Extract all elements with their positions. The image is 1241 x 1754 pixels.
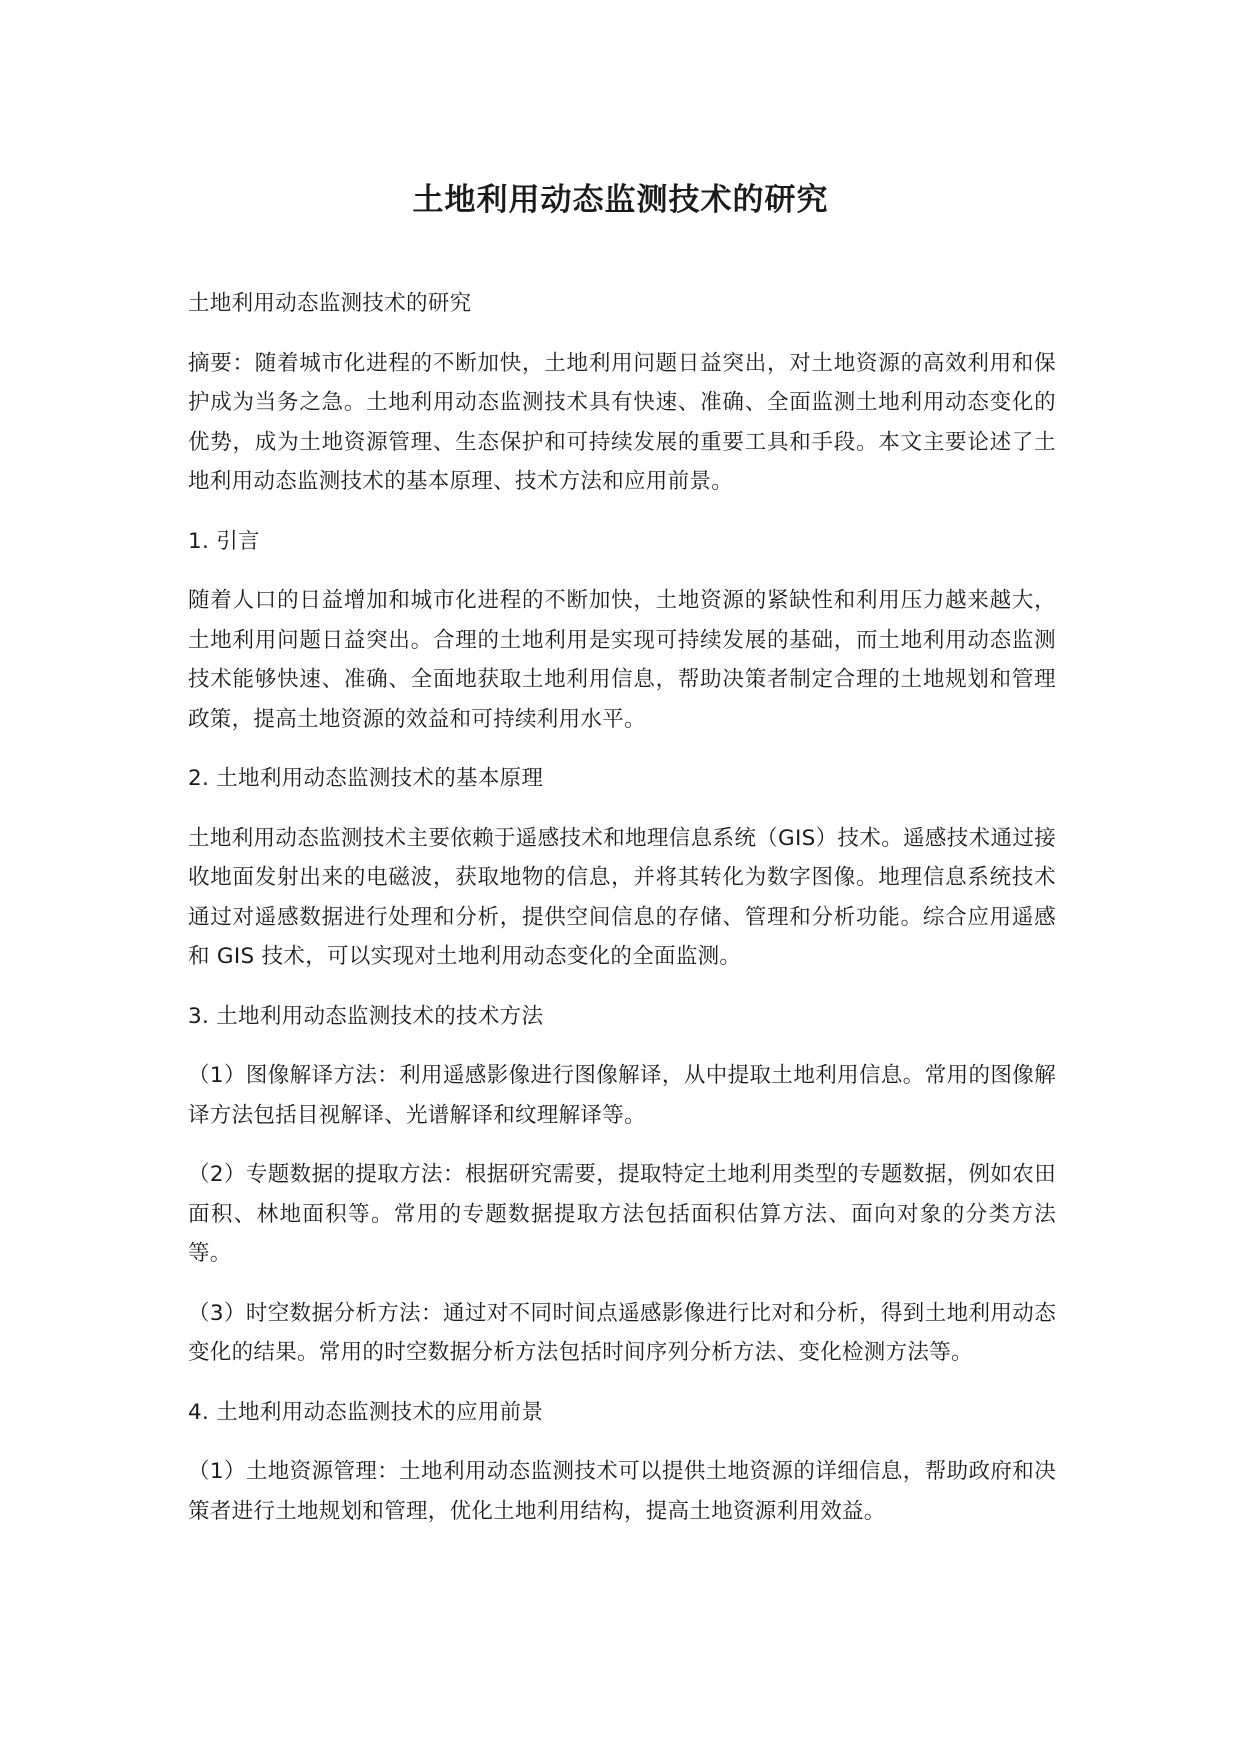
method-item-1: （1）图像解译方法：利用遥感影像进行图像解译，从中提取土地利用信息。常用的图像解译方法包括目视解译、光谱解译和纹理解译等。: [188, 1063, 1056, 1128]
method-item-2: （2）专题数据的提取方法：根据研究需要，提取特定土地利用类型的专题数据，例如农田面积、林地面积等。常用的专题数据提取方法包括面积估算方法、面向对象的分类方法等。: [188, 1162, 1056, 1266]
section-heading-methods: 3. 土地利用动态监测技术的技术方法: [188, 1003, 544, 1029]
document-title: 土地利用动态监测技术的研究: [412, 182, 829, 218]
method-item-3: （3）时空数据分析方法：通过对不同时间点遥感影像进行比对和分析，得到土地利用动态变化的结果。常用的时空数据分析方法包括时间序列分析方法、变化检测方法等。: [188, 1300, 1056, 1365]
section-heading-principles: 2. 土地利用动态监测技术的基本原理: [188, 766, 544, 791]
principles-paragraph: 土地利用动态监测技术主要依赖于遥感技术和地理信息系统（GIS）技术。遥感技术通过接收地面发射出来的电磁波，获取地物的信息，并将其转化为数字图像。地理信息系统技术通过对遥感数据进行处理和分析，提供空间信息的存储、管理和分析功能。综合应用遥感和 GIS 技术，可以实现对土地利用动态变化的全面监测。: [188, 825, 1056, 969]
section-heading-applications: 4. 土地利用动态监测技术的应用前景: [188, 1399, 544, 1425]
section-heading-introduction: 1. 引言: [188, 528, 260, 554]
introduction-paragraph: 随着人口的日益增加和城市化进程的不断加快，土地资源的紧缺性和利用压力越来越大，土地利用问题日益突出。合理的土地利用是实现可持续发展的基础，而土地利用动态监测技术能够快速、准确、全面地获取土地利用信息，帮助决策者制定合理的土地规划和管理政策，提高土地资源的效益和可持续利用水平。: [188, 588, 1056, 732]
subtitle-paragraph: 土地利用动态监测技术的研究: [188, 291, 472, 316]
abstract-paragraph: 摘要：随着城市化进程的不断加快，土地利用问题日益突出，对土地资源的高效利用和保护成为当务之急。土地利用动态监测技术具有快速、准确、全面监测土地利用动态变化的优势，成为土地资源管理、生态保护和可持续发展的重要工具和手段。本文主要论述了土地利用动态监测技术的基本原理、技术方法和应用前景。: [188, 350, 1056, 494]
application-item-1: （1）土地资源管理：土地利用动态监测技术可以提供土地资源的详细信息，帮助政府和决策者进行土地规划和管理，优化土地利用结构，提高土地资源利用效益。: [188, 1459, 1056, 1524]
document-body: [188, 284, 1056, 1551]
